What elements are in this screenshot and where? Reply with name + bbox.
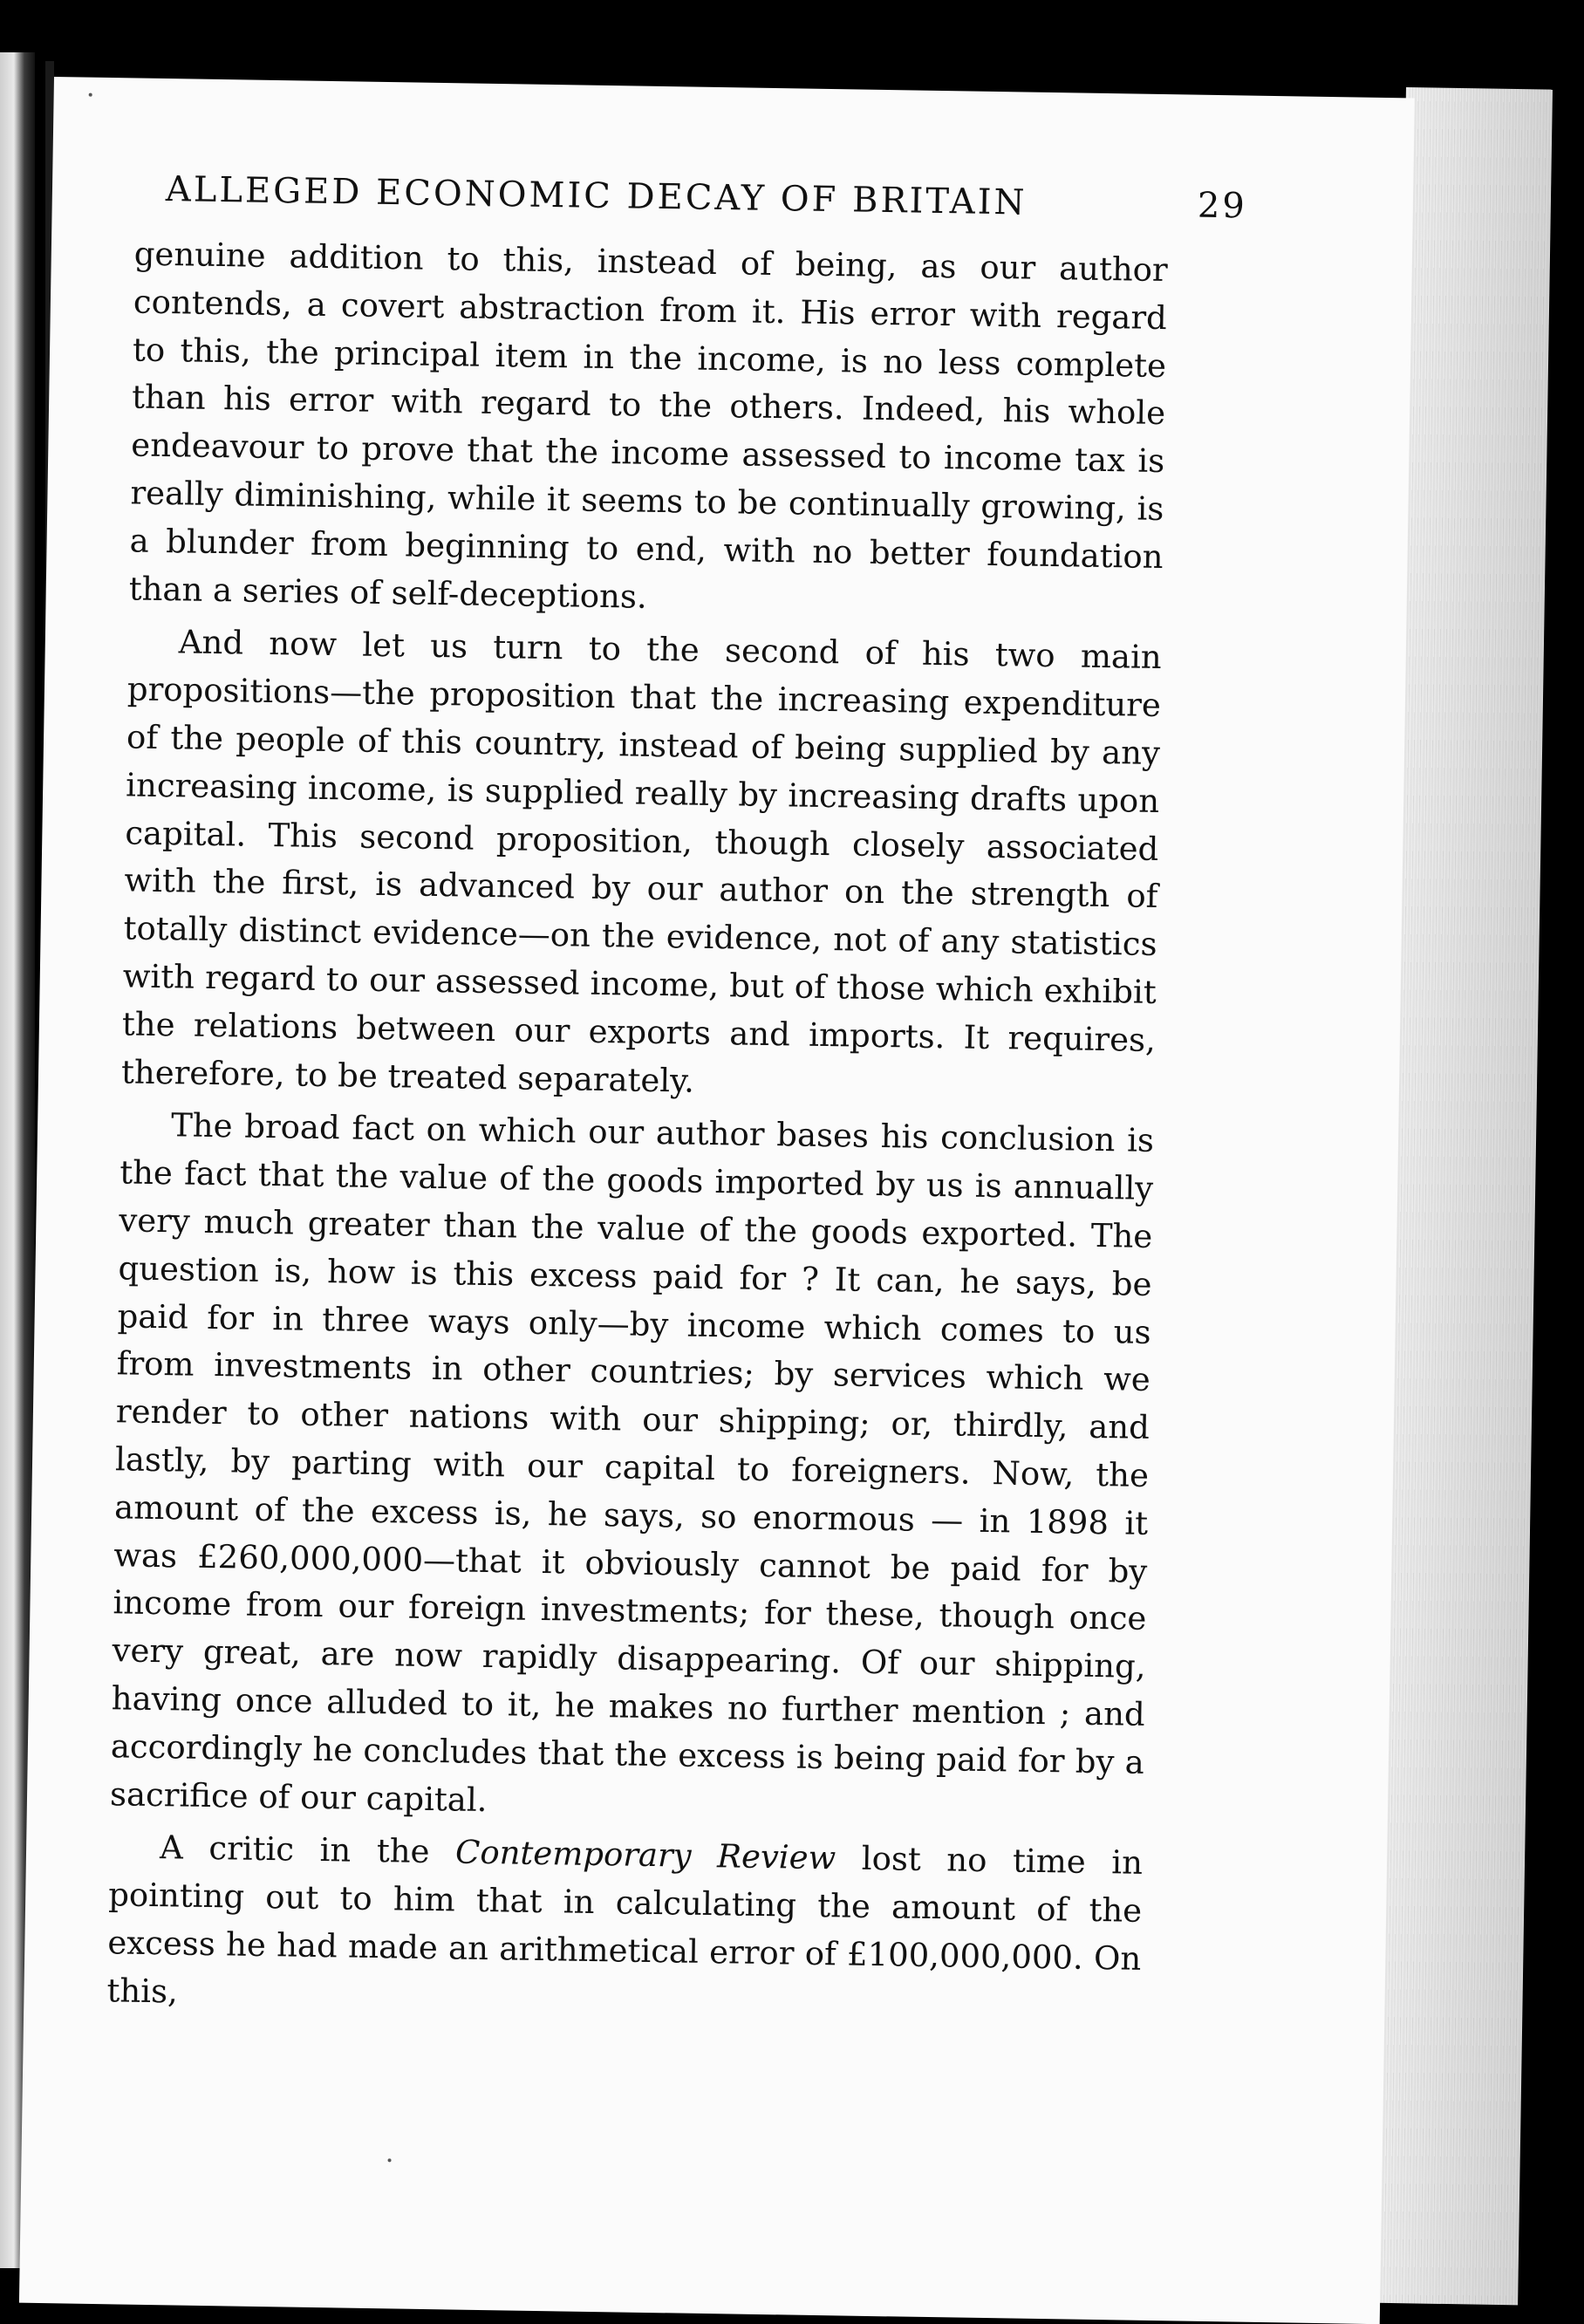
running-head-title: ALLEGED ECONOMIC DECAY OF BRITAIN: [165, 169, 1028, 223]
speck: [388, 2158, 392, 2162]
page-number: 29: [1197, 185, 1248, 227]
book-page: [19, 77, 1415, 2324]
speck: [89, 93, 92, 97]
paragraph-4-before: A critic in the: [159, 1828, 456, 1871]
paragraph-2: And now let us turn to the second of his two main propositions—the proposition that the increasing expenditure of the people of this country, instead of being supplied by any increasing income, is supplied really by increasing drafts upon capital. This second proposition, though closely associated with the first, is advanced by our author on the strength of totally distinct evidence—on the evidence, not of any statistics with regard to our assessed income, but of those which exhibit the relations between our exports and imports. It requires, therefore, to be treated separately.: [120, 623, 1163, 1100]
paragraph-4-after: lost no time in pointing out to him that in calculating the amount of the excess he had made an arithmetical error of £100,000,000. On this,: [106, 1839, 1144, 2011]
body-text: [106, 230, 1168, 2031]
paragraph-4: [106, 1824, 1143, 2032]
paragraph-3: The broad fact on which our author bases his conclusion is the fact that the value of the goods imported by us is annually very much greater than the value of the goods exported. The question is, how is this excess paid for ? It can, he says, be paid for in three ways only—by income which comes to us from investments in other countries; by services which we render to other nations with our shipping; or, thirdly, and lastly, by parting with our capital to foreigners. Now, the amount of the excess is, he says, so enormous — in 1898 it was £260,000,000—that it obviously cannot be paid for by income from our foreign investments; for these, though once very great, are now rapidly disappearing. Of our shipping, having once alluded to it, he makes no further mention ; and accordingly he concludes that the excess is being paid for by a sacrifice of our capital.: [109, 1106, 1155, 1819]
journal-title: Contemporary Review: [454, 1833, 836, 1877]
running-head: [166, 169, 1248, 226]
paragraph-1: genuine addition to this, instead of being, as our author contends, a covert abstraction from it. His error with regard to this, the principal item in the income, is no less complete than his error with regard to the others. Indeed, his whole endeavour to prove that the income assessed to income tax is really diminishing, while it seems to be continually growing, is a blunder from beginning to end, with no better foundation than a series of self-deceptions.: [128, 235, 1169, 616]
